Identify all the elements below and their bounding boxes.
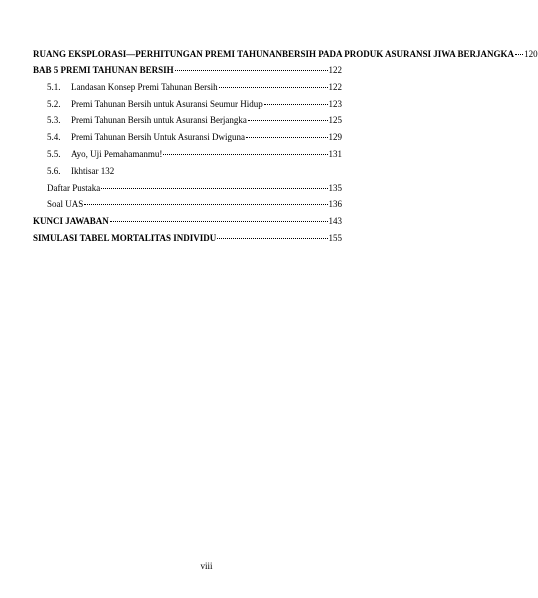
toc-entry-title-line1: RUANG EKSPLORASI—PERHITUNGAN PREMI TAHUNAN — [33, 49, 282, 59]
toc-page-number: 122 — [328, 81, 342, 92]
toc-entry-5-2[interactable] — [33, 98, 342, 115]
toc-entry-title: Premi Tahunan Bersih Untuk Asuransi Dwiguna — [71, 132, 245, 143]
toc-entry-ruang-eksplorasi[interactable] — [33, 48, 538, 60]
page-footer-number: viii — [200, 561, 213, 571]
toc-entry-title: Ikhtisar 132 — [71, 165, 115, 176]
dot-leader — [264, 104, 328, 105]
dot-leader — [175, 70, 328, 71]
toc-page-number: 135 — [328, 182, 342, 193]
toc-entry-5-3[interactable] — [33, 114, 342, 131]
toc-entry-title: KUNCI JAWABAN — [33, 216, 109, 227]
toc-entry-bab5[interactable] — [33, 64, 342, 81]
toc-entry-title: Landasan Konsep Premi Tahunan Bersih — [71, 81, 218, 92]
toc-entry-title-line2: BERSIH PADA PRODUK ASURANSI JIWA BERJANGKA — [281, 49, 515, 59]
section-number: 5.4. — [47, 132, 61, 143]
toc-entry-5-1[interactable] — [33, 81, 342, 98]
section-number: 5.6. — [47, 165, 61, 176]
toc-entry-5-5[interactable] — [33, 148, 342, 165]
section-number: 5.2. — [47, 98, 61, 109]
toc-entry-title: Premi Tahunan Bersih untuk Asuransi Berjangka — [71, 115, 247, 126]
toc-entry-title: Premi Tahunan Bersih untuk Asuransi Seumur Hidup — [71, 98, 263, 109]
dot-leader — [101, 188, 327, 189]
section-number: 5.3. — [47, 115, 61, 126]
section-number: 5.1. — [47, 81, 61, 92]
toc-entry-simulasi[interactable] — [33, 232, 342, 249]
toc-entry-title: BAB 5 PREMI TAHUNAN BERSIH — [33, 65, 174, 75]
table-of-contents — [33, 48, 538, 249]
toc-entry-title: Ayo, Uji Pemahamanmu! — [71, 148, 163, 159]
toc-entry-daftar-pustaka[interactable] — [33, 182, 342, 199]
dot-leader — [246, 137, 328, 138]
dot-leader — [84, 204, 327, 205]
toc-page-number: 155 — [328, 232, 342, 243]
toc-entry-title: SIMULASI TABEL MORTALITAS INDIVIDU — [33, 232, 217, 243]
toc-entry-5-6[interactable] — [33, 165, 342, 182]
toc-entry-title: Daftar Pustaka — [47, 182, 101, 193]
toc-page-number: 123 — [328, 98, 342, 109]
dot-leader — [248, 120, 328, 121]
toc-entry-soal-uas[interactable] — [33, 198, 342, 215]
toc-page-number: 143 — [328, 216, 342, 227]
toc-page-number: 129 — [328, 132, 342, 143]
toc-page-number: 131 — [328, 148, 342, 159]
toc-entry-kunci-jawaban[interactable] — [33, 215, 342, 232]
toc-entry-5-4[interactable] — [33, 131, 342, 148]
toc-page-number: 122 — [328, 65, 342, 75]
toc-page-number: 120 — [524, 49, 538, 59]
dot-leader — [110, 221, 328, 222]
dot-leader — [217, 238, 327, 239]
toc-page-number: 136 — [328, 199, 342, 210]
section-number: 5.5. — [47, 148, 61, 159]
dot-leader — [219, 87, 328, 88]
dot-leader — [515, 54, 523, 55]
toc-entry-title: Soal UAS — [47, 199, 84, 210]
dot-leader — [163, 154, 327, 155]
toc-page-number: 125 — [328, 115, 342, 126]
